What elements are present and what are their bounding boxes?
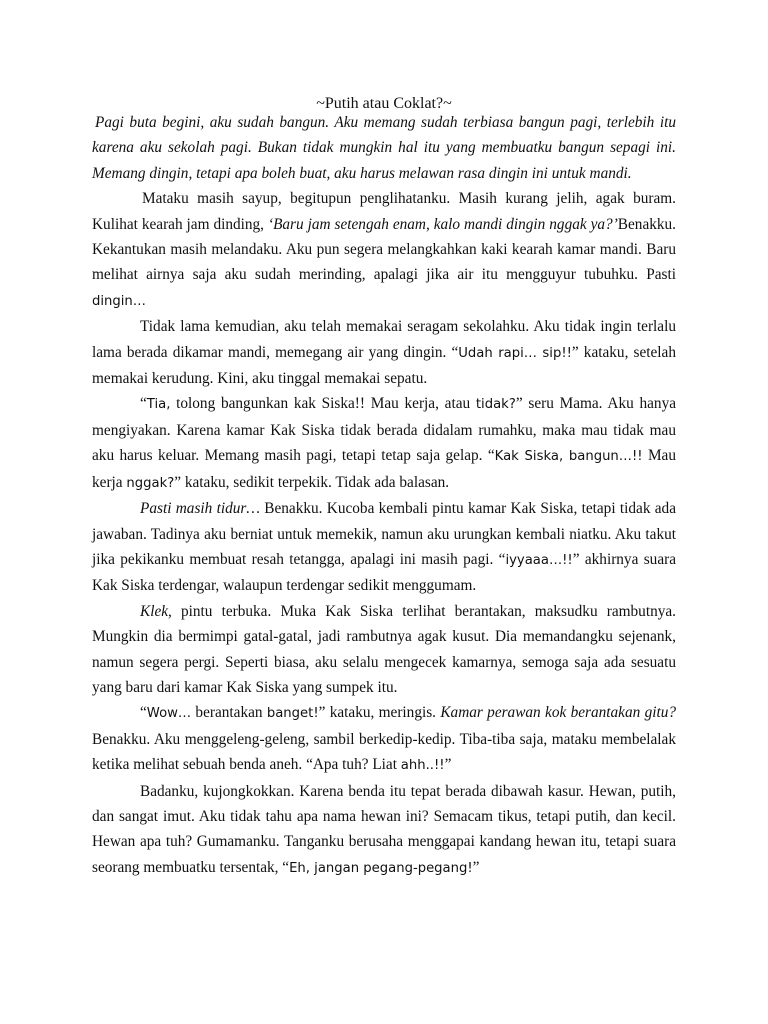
text-run: ” (472, 858, 480, 876)
text-run: ” seru Mama. Aku hanya mengiyakan. Karena kamar Kak Siska tidak berada didalam rumahku, maka mau tidak mau aku harus keluar. Memang masih pagi, tetapi tetap saja gelap. “ (92, 395, 677, 465)
italic-text: Klek (140, 602, 169, 620)
dialogue-text: dingin… (92, 293, 146, 309)
text-run: ” (444, 756, 452, 774)
dialogue-text: ahh..!! (400, 758, 445, 774)
dialogue-text: Tia, (146, 397, 171, 413)
paragraph-intro (92, 110, 676, 186)
paragraph (92, 700, 676, 778)
dialogue-text: Udah rapi… sip!! (458, 345, 572, 361)
text-run: Mau kerja (92, 447, 676, 491)
italic-text: Kamar perawan kok berantakan gitu? (440, 704, 677, 722)
text-run: Tidak lama kemudian, aku telah memakai seragam sekolahku. Aku tidak ingin terlalu lama berada dikamar mandi, memegang air yang dingin. “ (92, 318, 676, 361)
text-run: Mataku masih sayup, begitupun penglihatanku. Masih kurang jelih, agak buram. Kulihat kearah jam dinding, (92, 190, 676, 233)
paragraph (92, 779, 676, 882)
dialogue-text: Eh, jangan pegang-pegang! (289, 860, 473, 876)
document-title: ~Putih atau Coklat?~ (316, 95, 452, 112)
text-run: Benakku. Aku menggeleng-geleng, sambil berkedip-kedip. Tiba-tiba saja, mataku membelalak ketika melihat sebuah benda aneh. “Apa tuh? Liat (92, 730, 676, 774)
dialogue-text: nggak? (126, 475, 175, 491)
text-run: Benakku. Kekantukan masih melandaku. Aku pun segera melangkahkan kaki kearah kamar mandi. Baru melihat airnya saja aku sudah merinding, apalagi jika air itu mengguyur tubuhku. Pasti (92, 215, 676, 284)
text-run: Benakku. Kucoba kembali pintu kamar Kak Siska, tetapi tidak ada jawaban. Tadinya aku berniat untuk memekik, namun aku urungkan kembali niatku. Aku takut jika pekikanku membuat resah tetangga, apalagi ini masih pagi. “ (92, 500, 677, 568)
dialogue-text: Kak Siska, bangun…!! (494, 449, 643, 465)
text-run: Badanku, kujongkokkan. Karena benda itu tepat berada dibawah kasur. Hewan, putih, dan sangat imut. Aku tidak tahu apa nama hewan ini? Semacam tikus, tetapi putih, dan kecil. Hewan apa tuh? Gumamanku. Tanganku berusaha menggapai kandang hewan itu, tetapi suara seorang membuatku tersentak, “ (92, 782, 676, 876)
document-body (92, 110, 676, 881)
dialogue-text: tidak? (475, 397, 516, 413)
text-run: tolong bangunkan kak Siska!! Mau kerja, atau (170, 395, 476, 413)
text-run: ” kataku, setelah memakai kerudung. Kini, aku tinggal memakai sepatu. (92, 343, 676, 388)
paragraph (92, 496, 676, 599)
text-run: Pagi buta begini, aku sudah bangun. Aku memang sudah terbiasa bangun pagi, terlebih itu karena aku sekolah pagi. Bukan tidak mungkin hal itu yang membuatku bangun sepagi ini. Memang dingin, tetapi apa boleh buat, aku harus melawan rasa dingin ini untuk mandi. (92, 114, 676, 182)
paragraph (92, 314, 676, 391)
text-run: “ (140, 704, 147, 722)
text-run: ” akhirnya suara Kak Siska terdengar, walaupun terdengar sedikit menggumam. (92, 550, 676, 595)
dialogue-text: Wow… (146, 706, 192, 722)
text-run: ” kataku, meringis. (318, 704, 441, 722)
text-run: “ (140, 395, 147, 413)
text-run: , pintu terbuka. Muka Kak Siska terlihat berantakan, maksudku rambutnya. Mungkin dia bermimpi gatal-gatal, jadi rambutnya agak kusut. Dia memandangku sejenank, namun segera pergi. Seperti biasa, aku selalu mengecek kamarnya, semoga saja ada sesuatu yang baru dari kamar Kak Siska yang sumpek itu. (92, 602, 676, 696)
paragraph (92, 599, 676, 701)
italic-text: ‘Baru jam setengah enam, kalo mandi dingin nggak ya?’ (267, 215, 618, 233)
dialogue-text: iyyaaa…!! (505, 552, 573, 568)
text-run: ” kataku, sedikit terpekik. Tidak ada balasan. (174, 473, 450, 491)
paragraph (92, 391, 676, 496)
paragraph (92, 186, 676, 314)
dialogue-text: banget! (266, 706, 319, 722)
text-run: berantakan (191, 704, 267, 722)
italic-text: Pasti masih tidur… (140, 500, 260, 518)
